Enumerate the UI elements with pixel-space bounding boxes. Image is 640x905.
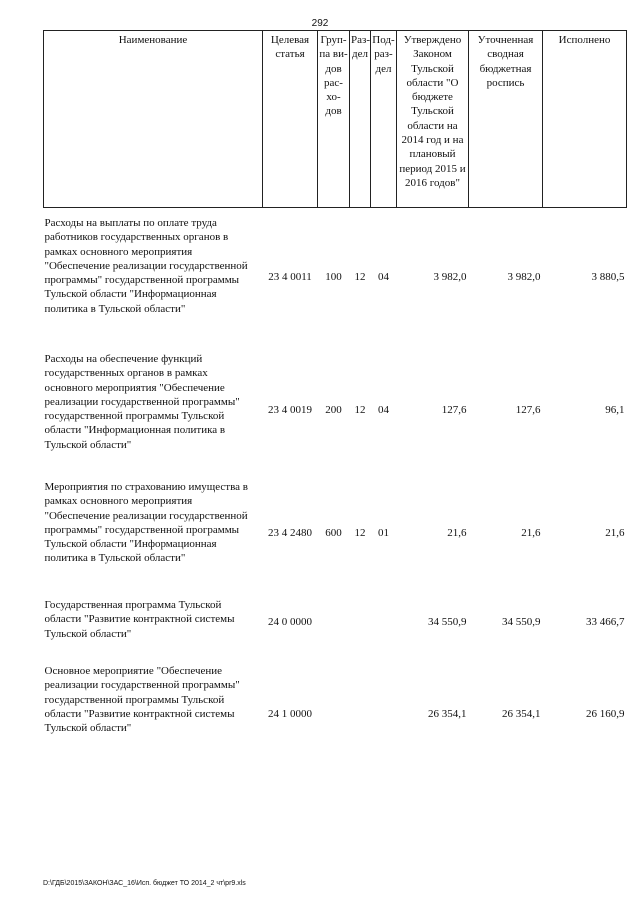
row-name: Основное мероприятие "Обеспечение реализации государственной программы" государственной программы Тульской области "Развитие контрактной системы Тульской области" bbox=[44, 665, 240, 735]
row-subsection bbox=[371, 646, 397, 764]
table-row bbox=[44, 646, 627, 764]
row-target bbox=[263, 468, 318, 586]
row-group bbox=[318, 646, 350, 764]
row-name: Расходы на выплаты по оплате труда работников государственных органов в рамках основного мероприятия "Обеспечение реализации государственной программы" государственной программы Тульской области "Информационная политика в Тульской области" bbox=[44, 217, 248, 315]
row-subsection bbox=[371, 586, 397, 646]
table-row bbox=[44, 208, 627, 339]
header-section: Раз-дел bbox=[350, 31, 371, 208]
row-target bbox=[263, 586, 318, 646]
header-target: Целевая статья bbox=[263, 31, 318, 208]
row-target bbox=[263, 646, 318, 764]
row-approved: 21,6 bbox=[447, 526, 467, 539]
row-executed: 26 160,9 bbox=[586, 707, 625, 720]
table-header bbox=[44, 31, 627, 208]
row-name: Расходы на обеспечение функций государственных органов в рамках основного мероприятия "Обеспечение реализации государственной программы" государственной программы Тульской области "Информационная политика в Тульской области" bbox=[44, 353, 240, 451]
row-refined: 21,6 bbox=[521, 526, 541, 539]
row-group bbox=[318, 586, 350, 646]
table-row bbox=[44, 468, 627, 586]
row-executed: 3 880,5 bbox=[591, 270, 625, 283]
row-target-code: 23 4 2480 bbox=[268, 526, 312, 539]
header-name: Наименование bbox=[44, 31, 263, 208]
header-group: Груп-па ви-дов рас-хо-дов bbox=[318, 31, 350, 208]
row-approved: 34 550,9 bbox=[428, 615, 467, 628]
row-approved: 127,6 bbox=[441, 403, 467, 416]
row-section bbox=[350, 586, 371, 646]
table-body bbox=[44, 208, 627, 765]
row-refined: 127,6 bbox=[515, 403, 541, 416]
table-row bbox=[44, 586, 627, 646]
table-row bbox=[44, 338, 627, 468]
footer-file-path: D:\ГДБ\2015\ЗАКОН\ЗАС_16\Исп. бюджет ТО 2014_2 чт\рr9.xls bbox=[43, 880, 246, 887]
row-refined: 34 550,9 bbox=[502, 615, 541, 628]
row-section: 12 bbox=[354, 270, 366, 283]
row-group: 100 bbox=[325, 270, 342, 283]
row-target-code: 24 0 0000 bbox=[268, 615, 312, 628]
row-approved: 26 354,1 bbox=[428, 707, 467, 720]
row-section: 12 bbox=[354, 526, 366, 539]
budget-table bbox=[43, 30, 627, 764]
row-refined: 26 354,1 bbox=[502, 707, 541, 720]
row-name: Мероприятия по страхованию имущества в рамках основного мероприятия "Обеспечение реализации государственной программы" государственной программы Тульской области "Информационная политика в Тульской области" bbox=[44, 481, 248, 565]
header-approved: Утверждено Законом Тульской области "О бюджете Тульской области на 2014 год и на плановый период 2015 и 2016 годов" bbox=[397, 31, 469, 208]
header-subsection: Под-раз-дел bbox=[371, 31, 397, 208]
row-section bbox=[350, 646, 371, 764]
row-target-code: 23 4 0011 bbox=[268, 270, 312, 283]
row-target-code: 24 1 0000 bbox=[268, 707, 312, 720]
row-executed: 33 466,7 bbox=[586, 615, 625, 628]
row-group: 200 bbox=[325, 403, 342, 416]
row-target bbox=[263, 338, 318, 468]
row-executed: 21,6 bbox=[605, 526, 625, 539]
header-refined: Уточненная сводная бюджетная роспись bbox=[469, 31, 543, 208]
row-subsection: 01 bbox=[378, 526, 389, 539]
row-subsection: 04 bbox=[378, 270, 389, 283]
row-target bbox=[263, 208, 318, 339]
header-executed: Исполнено bbox=[543, 31, 627, 208]
row-target-code: 23 4 0019 bbox=[268, 403, 312, 416]
row-approved: 3 982,0 bbox=[433, 270, 467, 283]
page-number: 292 bbox=[311, 18, 329, 29]
row-section: 12 bbox=[354, 403, 366, 416]
row-name: Государственная программа Тульской области "Развитие контрактной системы Тульской области" bbox=[44, 599, 235, 640]
row-subsection: 04 bbox=[378, 403, 389, 416]
row-refined: 3 982,0 bbox=[507, 270, 541, 283]
row-executed: 96,1 bbox=[605, 403, 625, 416]
row-group: 600 bbox=[325, 526, 342, 539]
